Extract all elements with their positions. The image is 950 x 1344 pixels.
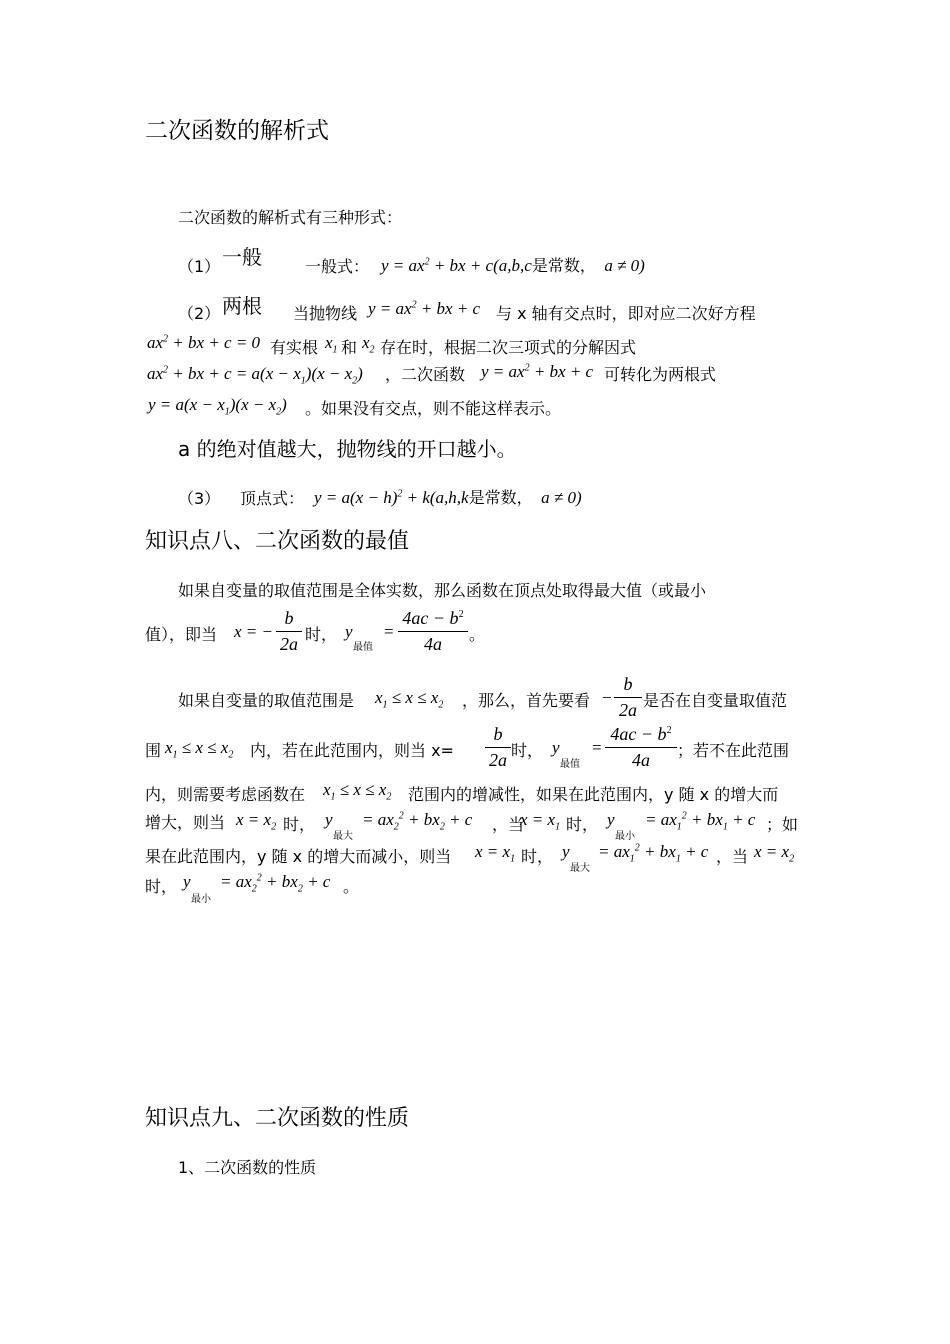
form2-line3-text-b: 可转化为两根式: [604, 365, 717, 384]
section8-p2-text-k: 时，: [283, 815, 316, 834]
fraction-b-over-2a-2: b 2a: [614, 674, 642, 721]
form3-equation: $y = a(x - h)^2 + k(a,h,k$是常数， a ≠ 0): [314, 488, 582, 507]
y-best: y: [552, 738, 560, 757]
y-min-2-expr: = $ax_2^2 + bx_2 + c$: [220, 872, 331, 895]
form2-line1-text-b: 与 x 轴有交点时，即对应二次好方程: [496, 304, 756, 323]
section8-p1-text-a: 值），即当: [145, 625, 218, 644]
form2-line3-equation: $ax^2$ + bx + $c = a(x - x_1)(x - x_2)$: [147, 364, 363, 387]
section9-title: 知识点九、二次函数的性质: [145, 1106, 410, 1131]
section8-p1-ysub: 最值: [353, 642, 373, 653]
section8-p2-text-j: 增大，则当: [145, 813, 226, 832]
section8-p1-text-b: 时，: [305, 625, 338, 644]
section8-p2-text-i: 范围内的增减性，如果在此范围内，y 随 x 的增大而: [408, 785, 779, 804]
section8-p2-text-n: ；如: [766, 815, 799, 834]
section9-sub1: 1、二次函数的性质: [178, 1158, 317, 1177]
fraction-b-over-2a-3: b 2a: [485, 724, 511, 771]
form1-equation: $y = ax^2$ + bx + c(a,b,c是常数， a ≠ 0): [381, 256, 645, 275]
section8-p2-text-e: 内，若在此范围内，则当 x=: [250, 741, 454, 760]
y-max-1-expr: = $ax_2^2 + bx_2 + c$: [362, 810, 473, 833]
range-inequality-2: $x_1 \le x \le x_2$: [165, 738, 234, 761]
x-eq-x1-2: $x = x_1$: [475, 842, 516, 865]
minus-sign: −: [601, 688, 613, 707]
form2-line2-text-b: 存在时，根据二次三项式的分解因式: [380, 338, 637, 357]
form2-line3-text-a: ，二次函数: [385, 365, 466, 384]
intro-text: 二次函数的解析式有三种形式：: [178, 208, 403, 227]
x-eq-x2-2: $x = x_2$: [754, 842, 795, 865]
form1-tag: 一般: [222, 245, 262, 269]
form2-line1-text-a: 当抛物线: [293, 304, 358, 323]
form3-number: （3）: [178, 489, 221, 508]
page-title: 二次函数的解析式: [145, 118, 329, 144]
section8-p2-text-s: 。: [343, 877, 360, 896]
y-max-1: y: [325, 810, 333, 829]
form2-line2-equation: $ax^2$ + bx + c = 0: [147, 333, 261, 352]
section8-p2-text-c: 是否在自变量取值范: [643, 691, 788, 710]
section8-p2-text-a: 如果自变量的取值范围是: [178, 691, 355, 710]
x-eq-x2: $x = x_2$: [236, 810, 277, 833]
y-max-2-sub: 最大: [570, 863, 590, 874]
section8-p2-text-f: 时，: [511, 741, 544, 760]
section8-p2-text-q: ，当: [716, 847, 749, 866]
y-max-1-sub: 最大: [333, 831, 353, 842]
section8-p2-text-g: ；若不在此范围: [677, 741, 790, 760]
section8-p2-text-l: ，当: [492, 815, 525, 834]
fraction-b-over-2a: b 2a: [276, 608, 302, 655]
form2-line4-text: 。如果没有交点，则不能这样表示。: [305, 399, 562, 418]
form3-label: 顶点式：: [240, 489, 305, 508]
form1-label: 一般式：: [305, 257, 370, 276]
equals-sign: =: [384, 622, 394, 641]
x-eq-x1: $x = x_1$: [520, 810, 561, 833]
form2-line2-text-a: 有实根: [270, 338, 319, 357]
y-min-1: y: [607, 810, 615, 829]
section8-title: 知识点八、二次函数的最值: [145, 529, 410, 554]
form2-line4-equation: $y = a(x - x_1)(x - x_2)$: [148, 395, 287, 418]
section8-p2-text-r: 时，: [145, 877, 178, 896]
section8-p2-text-o: 果在此范围内，y 随 x 的增大而减小，则当: [145, 847, 452, 866]
section8-p1-end: 。: [469, 625, 486, 644]
y-max-2: y: [562, 842, 570, 861]
form2-line2-and: 和: [341, 338, 358, 357]
section8-p2-text-h: 内，则需要考虑函数在: [145, 785, 306, 804]
equals-sign-2: =: [592, 738, 602, 757]
y-min-2-sub: 最小: [191, 894, 211, 905]
section8-p2-text-b: ，那么，首先要看: [462, 691, 591, 710]
form2-number: （2）: [178, 304, 221, 323]
section8-p1-line1: 如果自变量的取值范围是全体实数，那么函数在顶点处取得最大值（或最小: [178, 581, 707, 600]
form1-number: （1）: [178, 257, 221, 276]
section8-p2-text-p: 时，: [521, 847, 554, 866]
form2-line3-equation2: $y = ax^2$ + bx + c: [481, 362, 594, 381]
section8-p2-text-m: 时，: [566, 815, 599, 834]
section8-p1-y: y: [345, 622, 353, 641]
fraction-vertex-value: $4ac - b^2$ 4a: [398, 608, 468, 655]
note-text: a 的绝对值越大，抛物线的开口越小。: [178, 437, 517, 461]
y-best-sub: 最值: [560, 759, 580, 770]
form2-tag: 两根: [222, 294, 262, 318]
section8-p1-x: x = −: [234, 622, 273, 641]
y-min-1-expr: = $ax_1^2 + bx_1 + c$: [645, 810, 756, 833]
form2-x1: $x_1$: [325, 333, 338, 356]
fraction-vertex-value-2: $4ac - b^2$ 4a: [605, 724, 677, 771]
range-inequality-3: $x_1 \le x \le x_2$: [323, 780, 392, 803]
y-min-2: y: [183, 872, 191, 891]
form2-x2: $x_2$: [362, 333, 375, 356]
y-max-2-expr: = $ax_1^2 + bx_1 + c$: [598, 842, 709, 865]
range-inequality-1: $x_1 \le x \le x_2$: [375, 688, 444, 711]
form2-line1-equation: $y = ax^2$ + bx + c: [368, 299, 481, 318]
section8-p2-text-d: 围: [145, 741, 162, 760]
y-min-1-sub: 最小: [615, 831, 635, 842]
